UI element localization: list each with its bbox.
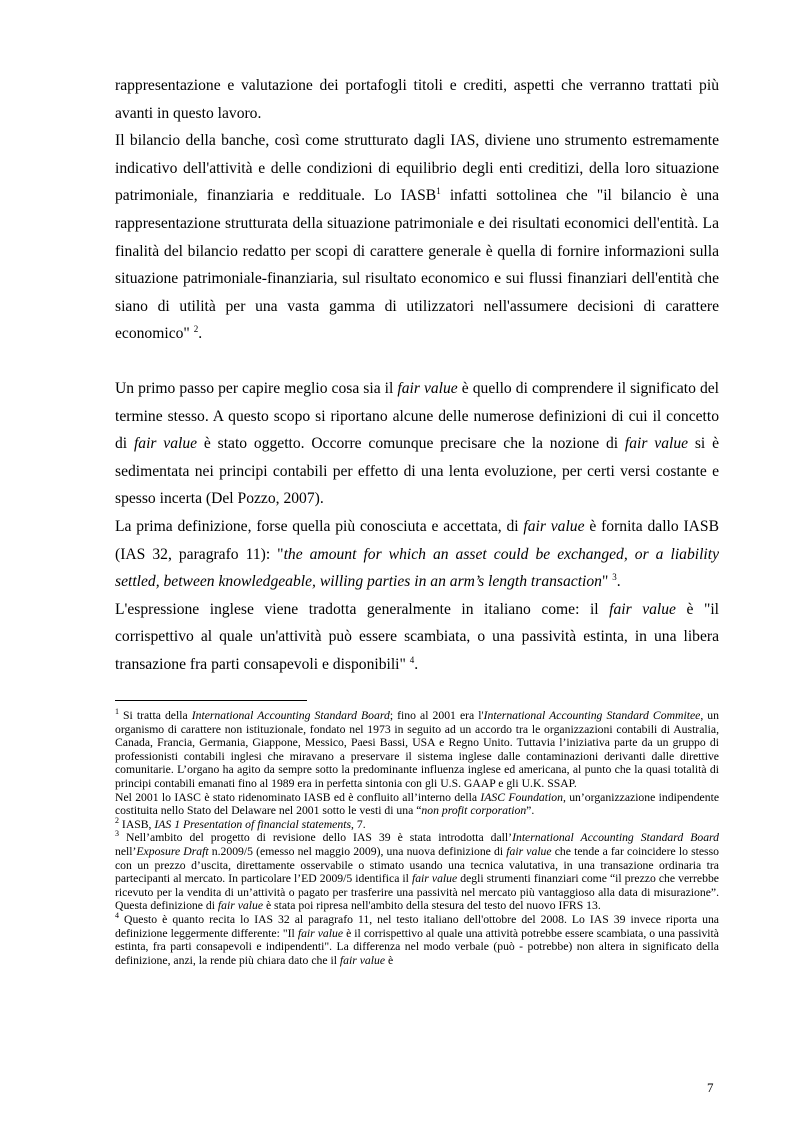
footnote-2: $^2$ IASB, IAS 1 Presentation of financial statements, 7. [115,815,366,831]
footnote-3: $^3$ Nell’ambito del progetto di revisione dello IAS 39 è stata introdotta dall’International Accounting Standard Board nell’Exposure Draft n.2009/5 (emesso nel maggio 2009), una nuova definizione di fair value che tende a far coincidere lo stesso con un prezzo d’uscita, direttamente osservabile o stimato usando una tecnica valutativa, in una transazione ordinaria tra partecipanti al mercato. In particolare l’ED 2009/5 identifica il fair value degli strumenti finanziari come “il prezzo che verrebbe ricevuto per la vendita di un’attività o pagato per trasferire una passività nel mercato più vantaggioso alla data di misurazione”. Questa definizione di fair value è stata poi ripresa nell'ambito della stesura del testo del nuovo IFRS 13. [115,829,720,913]
footnote-1: $^1$ Si tratta della International Accounting Standard Board; fino al 2001 era l'International Accounting Standard Commitee, un organismo di carattere non istituzionale, fondato nel 1973 in seguito ad un accordo tra le organizzazioni contabili di Australia, Canada, Francia, Germania, Giappone, Messico, Paesi Bassi, USA e Regno Unito. Tuttavia l’iniziativa parte da un gruppo di professionisti contabili inglesi che miravano a preservare il sistema inglese dalle contaminazioni derivanti dalle direttive comunitarie. L’organo ha agito da sempre sotto la predominante influenza inglese ed americana, al punto che la quasi totalità di principi contabili emanati fino al 1989 era in perfetta sintonia con gli U.S. GAAP e gli U.K. SSAP. [115,707,719,790]
paragraph-gap [115,348,719,375]
ias-quote: the amount for which an asset could be exchanged, or a liability settled, between knowledgeable, willing parties in an arm’s length transaction [115,545,720,591]
paragraph-2: Il bilancio della banche, così come strutturato dagli IAS, diviene uno strumento estremamente indicativo dell'attività e delle condizioni di equilibrio degli enti creditizi, della loro situazione patrimoniale, finanziaria e reddituale. Lo IASB$^1$ infatti sottolinea che "il bilancio è una rappresentazione strutturata della situazione patrimoniale e dei risultati economici dell'entità. La finalità del bilancio redatto per scopi di carattere generale è quella di fornire informazioni sulla situazione patrimoniale-finanziaria, sul risultato economico e sui flussi finanziari dell'entità che siano di utilità per una vasta gamma di utilizzatori nell'assumere decisioni di carattere economico" $^2$. [115,132,720,343]
footnote-separator [115,700,307,701]
paragraph-4: La prima definizione, forse quella più conosciuta e accettata, di fair value è fornita dallo IASB (IAS 32, paragrafo 11): "the amount for which an asset could be exchanged, or a liability settled, between knowledgeable, willing parties in an arm’s length transaction" $^3$. [115,517,720,591]
footnote-ref-1[interactable]: 1 [436,186,441,197]
paragraph-1: rappresentazione e valutazione dei portafogli titoli e crediti, aspetti che verranno trattati più avanti in questo lavoro. [115,77,719,122]
footnotes [115,709,719,967]
footnote-4: $^4$ Questo è quanto recita lo IAS 32 al paragrafo 11, nel testo italiano dell'ottobre del 2008. Lo IAS 39 invece riporta una definizione leggermente differente: "Il fair value è il corrispettivo al quale una attività potrebbe essere scambiata, o una passività estinta, fra parti consapevoli e indipendenti". La differenza nel modo verbale (può - potrebbe) non altera in significato della definizione, anzi, la rende più chiara dato che il fair value è [115,911,719,967]
footnote-1-continued: Nel 2001 lo IASC è stato ridenominato IASB ed è confluito all’interno della IASC Foundation, un’organizzazione indipendente costituita nello Stato del Delaware nel 2001 sotto le vesti di una “non profit corporation”. [115,790,720,818]
footnote-ref-2[interactable]: 2 [193,324,199,335]
paragraph-5: L'espressione inglese viene tradotta generalmente in italiano come: il fair value è "il corrispettivo al quale un'attività può essere scambiata, o una passività estinta, in una libera transazione fra parti consapevoli e disponibili" $^4$. [115,600,719,673]
paragraph-3: Un primo passo per capire meglio cosa sia il fair value è quello di comprendere il significato del termine stesso. A questo scopo si riportano alcune delle numerose definizioni di cui il concetto di fair value è stato oggetto. Occorre comunque precisare che la nozione di fair value si è sedimentata nei principi contabili per effetto di una lenta evoluzione, per certi versi costante e spesso incerta (Del Pozzo, 2007). [115,379,720,508]
page-number: 7 [707,1080,714,1095]
footnote-ref-4[interactable]: 4 [409,654,415,665]
body-text [115,72,719,678]
footnote-ref-3[interactable]: 3 [612,571,617,582]
